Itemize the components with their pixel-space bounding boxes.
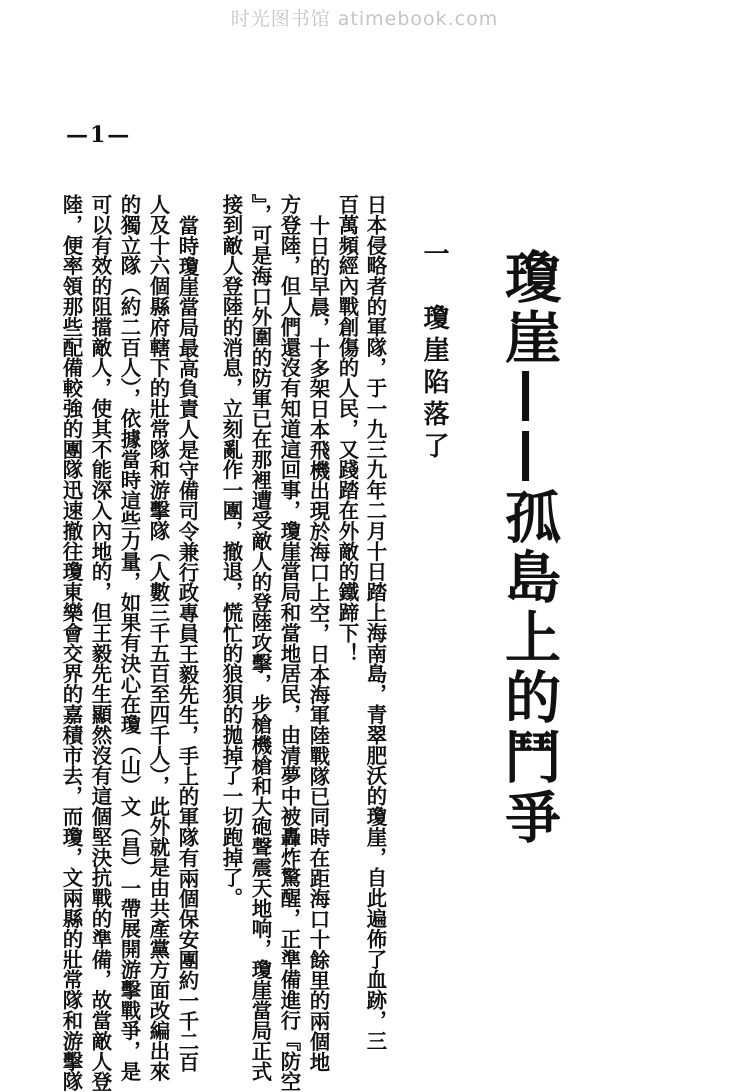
body-line-10: 可以有效的阻擋敵人，使其不能深入內地的，但王毅先生顯然沒有這個堅決抗戰的準備，故當敵人登 <box>88 194 113 1092</box>
body-line-11: 陸，便率領那些配備較強的團隊迅速撤往瓊東樂會交界的嘉積市去，而瓊，文兩縣的壯常隊和游擊隊 <box>59 194 84 1092</box>
page-title <box>496 248 561 848</box>
body-line-4: 方登陸，但人們還沒有知道這回事，瓊崖當局和當地居民，由清夢中被轟炸驚醒，正準備進行『防空 <box>277 194 302 1092</box>
body-line-8: 人及十六個縣府轄下的壯常隊和游擊隊（人數三千五百至四千人），此外就是由共產黨方面改編出來 <box>146 194 171 1082</box>
body-line-2: 百萬頻經內戰創傷的人民，又踐踏在外敵的鐵蹄下！ <box>335 194 360 664</box>
section-heading: 一 瓊崖陷落了 <box>419 240 449 464</box>
body-line-3: 十日的早晨，十多架日本飛機出現於海口上空，日本海軍陸戰隊已同時在距海口十餘里的兩個地 <box>306 215 331 1072</box>
title-part-1: 瓊崖 <box>496 248 561 368</box>
title-part-2: 孤島上的鬥爭 <box>496 488 561 848</box>
body-line-5: 』，可是海口外圍的防軍已在那裡遭受敵人的登陸攻擊，步槍機槍和大砲聲震天地响，瓊崖當局正式 <box>248 194 273 1082</box>
body-line-1: 日本侵略者的軍隊，于一九三九年二月十日踏上海南島，青翠肥沃的瓊崖，自此遍佈了血跡，三 <box>363 194 388 1051</box>
body-line-9: 的獨立隊（約二百人），依據當時這些力量，如果有決心在瓊（山）文（昌）一帶展開游擊戰爭，是 <box>117 194 142 1082</box>
watermark: 时光图书馆 atimebook.com <box>230 8 499 30</box>
body-line-6: 接到敵人登陸的消息，立刻亂作一團，撤退，慌忙的狼狽的拋掉了一切跑掉了。 <box>219 194 244 908</box>
title-dash: —— <box>496 368 561 488</box>
page-number: —1— <box>66 122 132 148</box>
body-line-7: 當時瓊崖當局最高負責人是守備司令兼行政專員王毅先生，手上的軍隊有兩個保安團約一千二百 <box>175 215 200 1072</box>
